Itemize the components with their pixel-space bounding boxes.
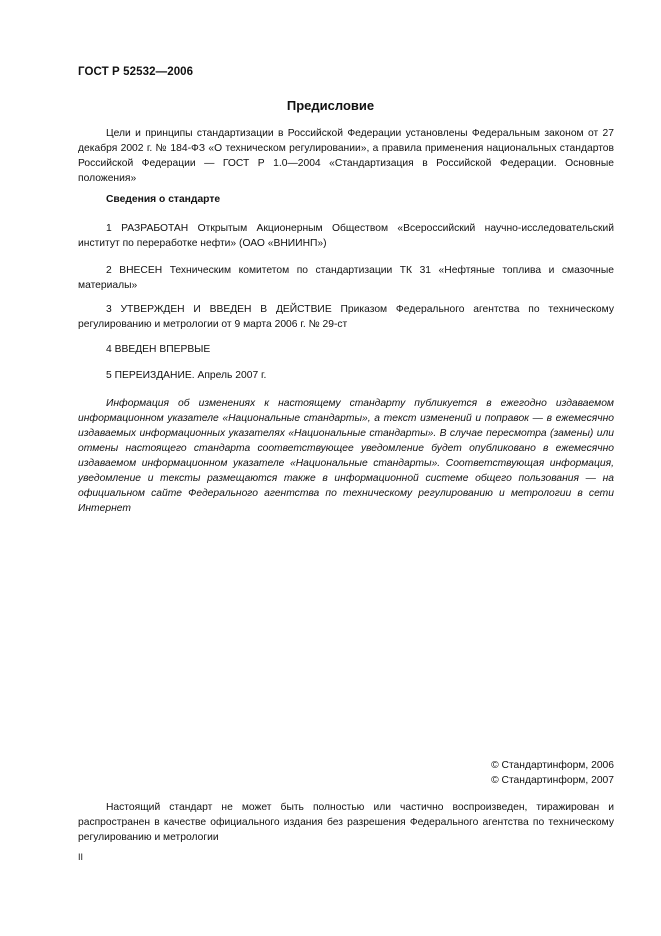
section-heading: Сведения о стандарте (106, 194, 221, 205)
item-first-introduced: 4 ВВЕДЕН ВПЕРВЫЕ (106, 344, 211, 355)
copyright-2007: © Стандартинформ, 2007 (491, 775, 614, 786)
info-note: Информация об изменениях к настоящему стандарту публикуется в ежегодно издаваемом информационном указателе «Национальные стандарты», а текст изменений и поправок — в ежемесячно издаваемых информационных указателях «Национальные стандарты». В случае пересмотра (замены) или отмены настоящего стандарта соответствующее уведомление будет опубликовано в ежемесячно издаваемом информационном указателе «Национальные стандарты». Соответствующая информация, уведомление и тексты размещаются также в информационной системе общего пользования — на официальном сайте Федерального агентства по техническому регулированию и метрологии в сети Интернет (78, 398, 614, 514)
reproduction-note: Настоящий стандарт не может быть полностью или частично воспроизведен, тиражирован и распространен в качестве официального издания без разрешения Федерального агентства по техническому регулированию и метрологии (78, 802, 614, 843)
copyright-2006: © Стандартинформ, 2006 (491, 760, 614, 771)
item-approved: 3 УТВЕРЖДЕН И ВВЕДЕН В ДЕЙСТВИЕ Приказом Федерального агентства по техническому регулированию и метрологии от 9 марта 2006 г. № 29-ст (78, 304, 614, 330)
item-republished: 5 ПЕРЕИЗДАНИЕ. Апрель 2007 г. (106, 370, 267, 381)
item-developed: 1 РАЗРАБОТАН Открытым Акционерным Обществом «Всероссийский научно-исследовательский институт по переработке нефти» (ОАО «ВНИИНП») (78, 223, 614, 249)
standard-code: ГОСТ Р 52532—2006 (78, 66, 194, 78)
page-title: Предисловие (286, 98, 375, 113)
page-number: II (78, 852, 84, 862)
item-introduced: 2 ВНЕСЕН Техническим комитетом по стандартизации ТК 31 «Нефтяные топлива и смазочные материалы» (78, 265, 614, 291)
intro-paragraph: Цели и принципы стандартизации в Российской Федерации установлены Федеральным законом от 27 декабря 2002 г. № 184-ФЗ «О техническом регулировании», а правила применения национальных стандартов Российской Федерации — ГОСТ Р 1.0—2004 «Стандартизация в Российской Федерации. Основные положения» (78, 128, 614, 184)
